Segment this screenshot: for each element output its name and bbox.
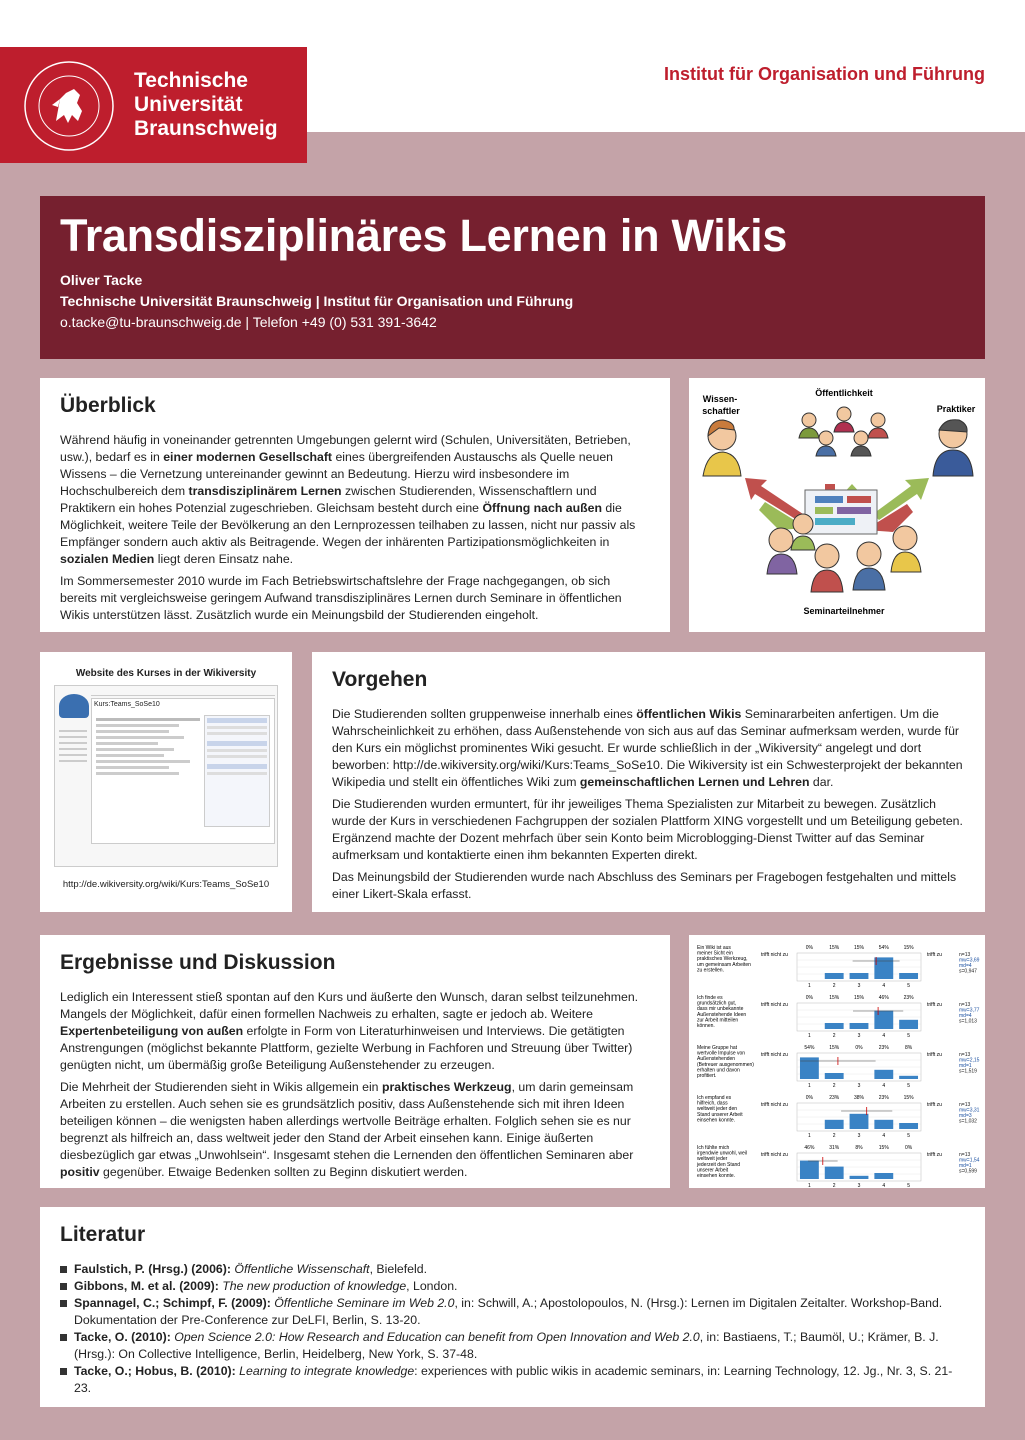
wiki-content — [91, 698, 275, 844]
overview-paragraph-1: Während häufig in voneinander getrennten Umgebungen gelernt wird (Schulen, Universitäten, Betrieben, usw.), bedarf es in einer modernen Gesellschaft eines übergreifenden Austauschs als Quelle neuen Wissens – die Vernetzung untereinander gewinnt an Bedeutung. Hierzu wird insbesondere im Hochschulbereich dem transdisziplinärem Lernen zwischen Studierenden, Wissenschaftlern und Praktikern ein hohes Potenzial zugeschrieben. Gleichsam besteht durch eine Öffnung nach außen die Möglichkeit, weitere Teile der Bevölkerung an den Lernprozessen teilhaben zu lassen, nicht nur passiv als Empfänger sondern auch aktiv als Beitragende. Wegen der inhärenten Partizipationsmöglichkeiten in sozialen Medien liegt deren Einsatz nahe. — [60, 433, 636, 566]
title-box — [40, 196, 985, 359]
wiki-heading: Website des Kurses in der Wikiversity — [75, 668, 257, 679]
literature-item: Tacke, O. (2010): Open Science 2.0: How Research and Education can benefit from Open Innovation and Web 2.0, in: Bastiaens, T.; Baumöl, U.; Krämer, B. J. (Hrsg.): On Collective Intelligence, Berlin, Heidelberg, New York, S. 37-48. — [60, 1329, 965, 1363]
wiki-page-title: Kurs:Teams_SoSe10 — [94, 701, 160, 708]
category-tick: 3 — [857, 983, 861, 989]
category-tick: 2 — [832, 1133, 836, 1139]
logo-line2: Universität — [134, 93, 243, 116]
question-text: profitiert. — [697, 1073, 717, 1079]
stat-value: mw=2,15 — [959, 1057, 980, 1064]
stat-value: n=13 — [959, 1152, 971, 1158]
question-text: weltweit jeder den — [697, 1106, 738, 1113]
likert-bar — [800, 1161, 819, 1179]
question-text: um gemeinsam Arbeiten — [697, 961, 751, 968]
category-tick: 3 — [857, 1183, 861, 1188]
logo-line3: Braunschweig — [134, 117, 278, 140]
percent-label: 0% — [805, 945, 814, 951]
percent-label: 23% — [903, 995, 914, 1001]
category-tick: 2 — [832, 1183, 836, 1188]
wiki-tabs — [91, 688, 275, 696]
left-scale-label: trifft nicht zu — [761, 1002, 788, 1008]
percent-label: 46% — [804, 1145, 815, 1151]
wiki-screen-icon — [805, 490, 877, 534]
category-tick: 2 — [832, 1083, 836, 1089]
likert-bar — [874, 1120, 893, 1129]
category-tick: 4 — [882, 1083, 886, 1089]
question-text: Ein Wiki ist aus — [697, 945, 731, 951]
category-tick: 2 — [832, 1033, 836, 1039]
question-text: Ich finde es — [697, 995, 723, 1001]
likert-bar — [800, 1057, 819, 1079]
question-text: weltweit jeder — [697, 1156, 728, 1163]
category-tick: 3 — [857, 1083, 861, 1089]
stat-value: mw=1,54 — [959, 1157, 980, 1164]
question-text: dass mir unbekannte — [697, 1006, 744, 1013]
category-tick: 5 — [907, 1133, 910, 1139]
question-text: unserer Arbeit — [697, 1167, 729, 1174]
affiliation: Technische Universität Braunschweig | Institut für Organisation und Führung — [60, 293, 574, 309]
category-tick: 5 — [907, 1033, 910, 1039]
literature-item: Tacke, O.; Hobus, B. (2010): Learning to integrate knowledge: experiences with public wikis in academic seminars, in: Learning Technology, 12. Jg., Nr. 3, S. 21-23. — [60, 1363, 965, 1397]
question-text: einsehen konnte. — [697, 1117, 736, 1124]
question-text: Stand unserer Arbeit — [697, 1111, 743, 1118]
literature-list — [60, 1261, 965, 1397]
stakeholder-diagram — [689, 378, 985, 632]
seal-icon — [22, 59, 116, 153]
percent-label: 23% — [878, 1045, 889, 1051]
likert-bar — [850, 1176, 869, 1179]
logo-text — [134, 69, 278, 141]
question-text: wertvolle Impulse von — [697, 1050, 746, 1057]
likert-bar — [825, 1167, 844, 1179]
percent-label: 15% — [829, 995, 840, 1001]
method-heading: Vorgehen — [332, 668, 428, 691]
percent-label: 46% — [878, 995, 889, 1001]
stat-value: md=3 — [959, 1113, 972, 1119]
stat-value: s=1,519 — [959, 1068, 977, 1075]
likert-bar — [899, 1123, 918, 1129]
likert-bar — [874, 1011, 893, 1029]
question-text: zur Arbeit mitteilen — [697, 1017, 739, 1024]
right-scale-label: trifft zu — [927, 1052, 942, 1058]
percent-label: 15% — [829, 945, 840, 951]
literature-heading: Literatur — [60, 1223, 146, 1246]
question-text: können. — [697, 1023, 715, 1029]
percent-label: 0% — [904, 1145, 913, 1151]
percent-label: 8% — [855, 1145, 863, 1151]
percent-label: 23% — [829, 1095, 840, 1101]
stat-value: s=1,032 — [959, 1118, 977, 1125]
literature-item: Gibbons, M. et al. (2009): The new production of knowledge, London. — [60, 1278, 965, 1295]
percent-label: 0% — [805, 995, 814, 1001]
label-practitioners: Praktiker — [936, 404, 976, 414]
likert-bar — [899, 1020, 918, 1029]
question-text: Meine Gruppe hat — [697, 1045, 738, 1051]
wiki-panel — [40, 652, 292, 912]
logo-line1: Technische — [134, 69, 248, 92]
question-text: praktisches Werkzeug, — [697, 956, 748, 963]
public-people-icon — [799, 407, 888, 456]
percent-label: 15% — [903, 1095, 914, 1101]
category-tick: 1 — [808, 1183, 811, 1188]
practitioner-person-icon — [933, 420, 973, 476]
percent-label: 15% — [903, 945, 914, 951]
question-text: zu erstellen. — [697, 967, 724, 974]
results-paragraph-2: Die Mehrheit der Studierenden sieht in Wikis allgemein ein praktisches Werkzeug, um darin gemeinsam Arbeiten zu erstellen. Auch sehen sie es grundsätzlich positiv, dass Außenstehende sich mit ihren Ideen beteiligen können – die wenigsten haben allerdings wertvolle Beiträge erhalten. Folglich sehen sie es nur begrenzt als hilfreich an, dass weltweit jeder den Stand der Arbeit einsehen kann. Einige äußerten diesbezüglich gar etwas „Unwohlsein“. Insgesamt stehen die Lernenden den öffentlichen Seminaren aber positiv gegenüber. Etwaige Bedenken sollten zu Beginn diskutiert werden. — [60, 1080, 634, 1179]
results-panel — [40, 935, 670, 1188]
percent-label: 15% — [853, 995, 865, 1001]
question-text: Außenstehende Ideen — [697, 1011, 747, 1018]
percent-label: 8% — [904, 1045, 913, 1051]
question-text: hilfreich, dass — [697, 1100, 728, 1107]
likert-bar — [825, 1023, 844, 1029]
category-tick: 3 — [857, 1033, 861, 1039]
label-scientists-1: Wissen- — [702, 394, 738, 404]
question-text: Außenstehenden — [697, 1056, 736, 1063]
scientist-person-icon — [703, 420, 741, 476]
right-scale-label: trifft zu — [927, 952, 942, 958]
stat-value: s=0,947 — [959, 968, 977, 975]
category-tick: 5 — [907, 983, 910, 989]
percent-label: 15% — [829, 1045, 840, 1051]
category-tick: 4 — [882, 1183, 886, 1188]
category-tick: 1 — [808, 1133, 811, 1139]
likert-bar — [825, 1073, 844, 1079]
stat-value: md=4 — [959, 1013, 972, 1019]
likert-charts — [689, 935, 985, 1188]
literature-panel — [40, 1207, 985, 1407]
poster-title: Transdisziplinäres Lernen in Wikis — [60, 210, 788, 261]
question-text: Ich empfand es — [697, 1095, 732, 1101]
university-logo — [0, 47, 307, 163]
survey-chart-panel — [689, 935, 985, 1188]
stat-value: mw=3,31 — [959, 1107, 980, 1114]
overview-heading: Überblick — [60, 394, 156, 417]
overview-paragraph-2: Im Sommersemester 2010 wurde im Fach Betriebswirtschaftslehre der Frage nachgegangen, ob sich bereits mit vergleichsweise geringem Aufwand transdisziplinäres Lernen durch Seminare in öffentlichen Wikis unterstützen lässt. Zusätzlich wurde ein Meinungsbild der Studierenden eingeholt. — [60, 574, 622, 622]
category-tick: 1 — [808, 1033, 811, 1039]
likert-bar — [825, 973, 844, 979]
label-scientists-2: schaftler — [702, 406, 740, 416]
method-paragraph-3: Das Meinungsbild der Studierenden wurde nach Abschluss des Seminars per Fragebogen festgehalten und mittels einer Likert-Skala erfasst. — [332, 870, 957, 901]
stat-value: md=1 — [959, 1163, 972, 1169]
question-text: jederzeit den Stand — [697, 1161, 741, 1168]
right-scale-label: trifft zu — [927, 1102, 942, 1108]
question-text: Ich fühlte mich — [697, 1145, 730, 1151]
percent-label: 23% — [878, 1095, 889, 1101]
category-tick: 1 — [808, 983, 811, 989]
percent-label: 31% — [829, 1145, 840, 1151]
author: Oliver Tacke — [60, 272, 143, 288]
percent-label: 38% — [853, 1095, 865, 1101]
category-tick: 5 — [907, 1083, 910, 1089]
left-scale-label: trifft nicht zu — [761, 1152, 788, 1158]
percent-label: 0% — [855, 1045, 863, 1051]
stat-value: n=13 — [959, 1002, 971, 1008]
results-paragraph-1: Lediglich ein Interessent stieß spontan auf den Kurs und äußerte den Wunsch, daran selbst teilzunehmen. Mangels der Möglichkeit, dafür einen formellen Nachweis zu erhalten, sagte er jedoch ab. Weitere Expertenbeteiligung von außen erfolgte in Form von Literaturhinweisen und Interviews. Die getätigten Anstrengungen (möglichst bekannte Plattform, gezielte Werbung in Fachforen und Streuung über Twitter) genügten nicht, um übermäßig große Beteiligung Außenstehender zu erzeugen. — [60, 990, 639, 1072]
method-panel — [312, 652, 985, 912]
stat-value: n=13 — [959, 1052, 971, 1058]
stat-value: mw=3,69 — [959, 957, 980, 964]
percent-label: 15% — [878, 1145, 889, 1151]
method-paragraph-2: Die Studierenden wurden ermuntert, für ihr jeweiliges Thema Spezialisten zur Mitarbeit zu bewegen. Zusätzlich wurde der Kurs in verschiedenen Fachgruppen der sozialen Plattform XING vorgestellt und um Beteiligung gebeten. Ergänzend machte der Dozent mehrfach über sein Konto beim Microblogging-Dienst Twitter auf das Seminar aufmerksam und kontaktierte einen ihm bekannten Experten direkt. — [332, 797, 963, 862]
percent-label: 0% — [805, 1095, 814, 1101]
likert-bar — [874, 1070, 893, 1079]
label-public: Öffentlichkeit — [815, 388, 873, 398]
left-scale-label: trifft nicht zu — [761, 1052, 788, 1058]
right-scale-label: trifft zu — [927, 1002, 942, 1008]
right-scale-label: trifft zu — [927, 1152, 942, 1158]
stat-value: s=1,013 — [959, 1018, 977, 1025]
left-scale-label: trifft nicht zu — [761, 1102, 788, 1108]
question-text: grundsätzlich gut, — [697, 1000, 737, 1007]
label-participants: Seminarteilnehmer — [803, 606, 885, 616]
stat-value: mw=3,77 — [959, 1007, 980, 1014]
wiki-screenshot — [54, 685, 278, 867]
results-heading: Ergebnisse und Diskussion — [60, 951, 336, 974]
category-tick: 1 — [808, 1083, 811, 1089]
percent-label: 54% — [804, 1045, 815, 1051]
category-tick: 5 — [907, 1183, 910, 1188]
overview-panel — [40, 378, 670, 632]
category-tick: 2 — [832, 983, 836, 989]
percent-label: 54% — [878, 945, 889, 951]
question-text: erhalten und davon — [697, 1067, 740, 1074]
likert-bar — [874, 957, 893, 979]
likert-bar — [850, 973, 869, 979]
stat-value: n=13 — [959, 952, 971, 958]
diagram-svg — [689, 378, 985, 632]
likert-bar — [899, 1076, 918, 1079]
method-paragraph-1: Die Studierenden sollten gruppenweise innerhalb eines öffentlichen Wikis Seminararbeiten anfertigen. Um die Wahrscheinlichkeit zu erhöhen, dass Außenstehende von sich aus auf das Seminar aufmerksam werden, wurde für den Kurs ein möglichst prominentes Wiki gesucht. Er wurde schließlich in der „Wikiversity“ angelegt und dort beworben: http://de.wikiversity.org/wiki/Kurs:Teams_SoSe10. Die Wikiversity ist ein Schwesterprojekt der bekannten Wikipedia und stellt ein öffentliches Wiki zum gemeinschaftlichen Lernen und Lehren dar. — [332, 707, 963, 789]
wiki-url: http://de.wikiversity.org/wiki/Kurs:Teams_SoSe10 — [62, 879, 270, 890]
literature-item: Faulstich, P. (Hrsg.) (2006): Öffentliche Wissenschaft, Bielefeld. — [60, 1261, 965, 1278]
stat-value: s=0,599 — [959, 1168, 977, 1175]
likert-bar — [850, 1023, 869, 1029]
category-tick: 4 — [882, 1133, 886, 1139]
question-text: einsehen konnte. — [697, 1173, 736, 1179]
question-text: irgendwie unwohl, weil — [697, 1150, 748, 1157]
stat-value: md=4 — [959, 963, 972, 969]
contact: o.tacke@tu-braunschweig.de | Telefon +49 (0) 531 391-3642 — [60, 314, 437, 330]
question-text: (Betreuer ausgenommen) — [697, 1061, 754, 1068]
likert-bar — [874, 1173, 893, 1179]
category-tick: 4 — [882, 1033, 886, 1039]
institute-name: Institut für Organisation und Führung — [664, 64, 985, 84]
category-tick: 3 — [857, 1133, 861, 1139]
left-scale-label: trifft nicht zu — [761, 952, 788, 958]
question-text: meiner Sicht ein — [697, 950, 733, 957]
category-tick: 4 — [882, 983, 886, 989]
likert-bar — [850, 1114, 869, 1129]
likert-bar — [899, 973, 918, 979]
stat-value: md=1 — [959, 1063, 972, 1069]
stat-value: n=13 — [959, 1102, 971, 1108]
percent-label: 15% — [853, 945, 865, 951]
literature-item: Spannagel, C.; Schimpf, F. (2009): Öffentliche Seminare im Web 2.0, in: Schwill, A.; Apostolopoulos, N. (Hrsg.): Lernen im Digitalen Zeitalter. Workshop-Band. Dokumentation der Pre-Conference zur DeLFI, Berlin, S. 13-20. — [60, 1295, 965, 1329]
wiki-logo-icon — [59, 694, 89, 718]
likert-bar — [825, 1120, 844, 1129]
